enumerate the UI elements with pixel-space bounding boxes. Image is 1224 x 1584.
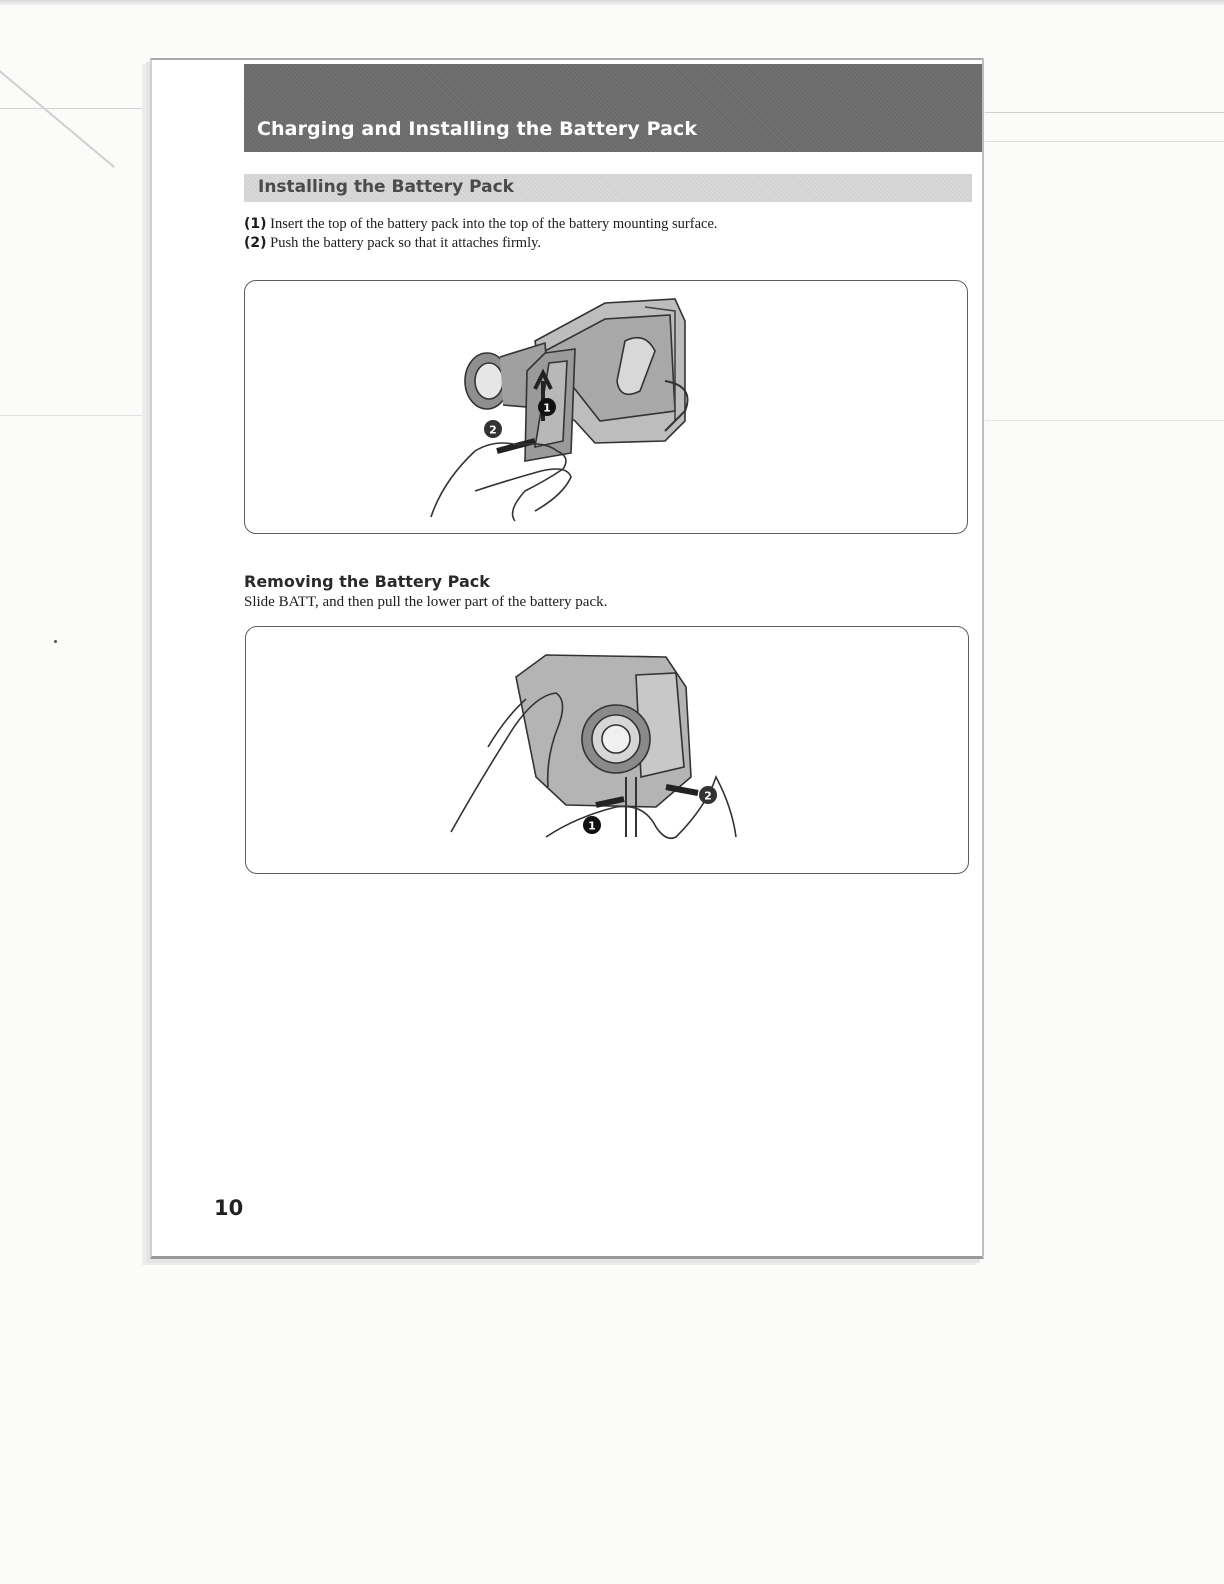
- scan-edge-top: [0, 0, 1224, 5]
- scan-artifact-line: [985, 420, 1224, 421]
- step-text: Insert the top of the battery pack into the top of the battery mounting surface.: [270, 216, 718, 232]
- scan-artifact-line: [985, 141, 1224, 142]
- section-header-bar: [244, 174, 972, 202]
- page-number: 10: [214, 1196, 244, 1220]
- camcorder-remove-illustration: [246, 627, 968, 873]
- step-1: [244, 215, 944, 234]
- step-text: Push the battery pack so that it attaches firmly.: [270, 235, 542, 251]
- step-number: (1): [244, 216, 267, 232]
- figure-installing-battery: [244, 280, 968, 534]
- section-title-removing: Removing the Battery Pack: [244, 572, 490, 591]
- callout-1: 1: [543, 401, 551, 415]
- scan-artifact-line: [985, 112, 1224, 113]
- scan-artifact-line: [0, 415, 150, 416]
- callout-1: 1: [588, 819, 596, 833]
- removing-instructions: Slide BATT, and then pull the lower part of the battery pack.: [244, 594, 608, 610]
- figure-removing-battery: [245, 626, 969, 874]
- camcorder-install-illustration: [245, 281, 967, 533]
- installation-steps: [244, 215, 944, 253]
- manual-page: [150, 58, 984, 1259]
- section-title-installing: Installing the Battery Pack: [258, 177, 514, 197]
- step-number: (2): [244, 235, 267, 251]
- chapter-header-bar: [244, 64, 982, 152]
- callout-2: 2: [704, 789, 712, 803]
- scan-artifact-diagonal: [0, 70, 115, 168]
- chapter-title: Charging and Installing the Battery Pack: [257, 118, 698, 140]
- scan-speck: [54, 640, 57, 643]
- callout-2: 2: [489, 423, 497, 437]
- scan-artifact-line: [0, 108, 150, 109]
- page-edge: [982, 60, 984, 1256]
- step-2: [244, 234, 944, 253]
